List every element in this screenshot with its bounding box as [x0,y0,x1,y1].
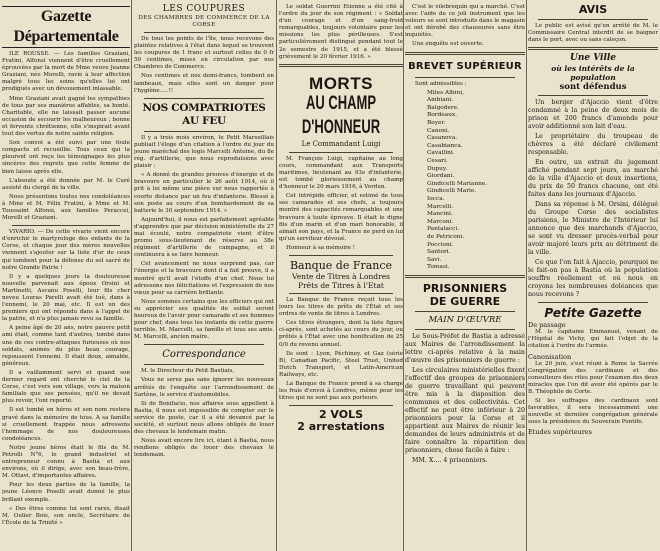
column-coupures [134,0,274,551]
subheadline-chambres-commerce: DES CHAMBRES DE COMMERCE DE LA CORSE [138,15,270,28]
admissible-name: Ambiani. [427,97,454,104]
article-paragraph: Cet intrépide officier, et estimé de tous ses camarades et ses chefs, a toujours montré des capacités remarquables et une bravoure à toute épreuve. Il était le digne fils d'un marin et d'un mari honorable, il aimait son pays, et la France ne perd en lui qu'un serviteur dévoué. [279,193,403,242]
article-paragraph: Un berger d'Ajaccio vient d'être condamné à la peine de deux mois de prison et 200 francs d'amende pour avoir additionné son lait d'eau. [528,99,658,131]
article-paragraph: Mme Graziani avait gagné les sympathies de tous par ses manières affables, sa bonté. Charitable, elle ne laissait passer aucune occasion de secourir les malheureux ; bonne et fervente chrétienne, elle s'inspirait avant tout des vertus de notre sainte religion. [2,95,130,138]
divider [144,131,264,132]
divider [415,311,515,312]
article-paragraph: Aujourd'hui, il nous est parfaitement agréable d'apprendre que par décision ministérielle du 27 mai écoulé, notre compatriote vient d'être promu sous-lieutenant de réserve au 38e régiment d'artillerie de campagne, et il continuera à se faire honneur. [134,216,274,259]
article-salutation: M. le Directeur du Petit Bastiais, [141,368,235,375]
list-intro: Sont admissibles : [415,80,467,87]
article-paragraph: Le soldat Guerrini Etienne a été cité à l'ordre du jour de son régiment : « Soldat d'un courage et d'un sang-froid remarquables, toujours volontaire pour les missions les plus périlleuses. S'est particulièrement distingué pendant tout le 2e semestre de 1915, et a été blessé grièvement le 20 février 1916. » [279,4,403,60]
headline-avis: AVIS [578,3,608,16]
article-paragraph: Honneur à sa mémoire ! [286,244,355,251]
headline-prisonniers: PRISONNIERS [422,281,508,295]
article-paragraph: Nous présentons toutes nos condoléances à Mme et M. Félix Fratini, à Mme et M. Toussaint Alfonsi, aux familles Peraccei, Morelli et Graziani. [2,193,130,222]
article-paragraph: Les circulaires ministérielles fixent l'effectif des groupes de prisonniers de guerre travaillant qui peuvent être mis à la disposition des communes et des collectivités. Cet effectif ne peut être inférieur à 20 prisonniers pour la Corse et il appartient aux Maires de réunir les demandes de leurs administrés et de faire connaître la répartition des prisonniers, chose facile à faire : [405,366,525,454]
headline-brevet-superieur: BREVET SUPÉRIEUR [408,60,522,72]
article-paragraph: Une enquête est ouverte. [412,41,484,48]
article-paragraph: En outre, un extrait du jugement affiché pendant sept jours, au marché de la ville d'Ajaccio et deux insertions, du prix de 50 francs chacune, ont été faites dans les journaux d'Ajaccio. [528,159,658,199]
admissibles-list [405,90,525,272]
subheadline-canonisation: Canonisation [528,352,572,361]
headline-correspondance: Correspondance [162,349,246,361]
article-paragraph: MM. X.... 4 prisonniers. [412,456,488,464]
divider [538,19,648,20]
headline-banque-de-france: Banque de France [289,258,393,272]
admissible-name: Gindicelli Marianne. [427,180,488,187]
admissible-name: Savi. [427,256,442,263]
divider [289,293,393,294]
admissible-name: de Petriconi. [427,233,465,240]
subheadline-vente-titres: Vente de Titres à Londres [292,271,390,281]
section-heading-gazette: Gazette Départementale [2,6,130,48]
article-paragraph: Ils sont : Lyon, Péchiney, et Gaz (série B), Canadian Pacific, Steel Trust, United Dutch Transport, et Latin-American Railways, etc. [279,350,403,378]
headline-une-ville: Une Ville [569,53,617,64]
divider [279,64,403,67]
divider [538,302,648,303]
subheadline-main-d-oeuvre: MAIN D'ŒUVRE [428,314,502,325]
article-paragraph: Notre jeune héros était le fils de M. Petrolli N°6, le grand industriel et entrepreneur connu à Bastia et aux environs, où il dirige, avec son beau-frère, M. Ottavi, d'importantes affaires. [2,444,130,480]
admissible-name: Santori. [427,249,451,256]
article-paragraph: M. François Luigi, capitaine au long cours, commandant aux Transports maritimes, lieutenant au 93e d'infanterie, est tombé glorieusement au champ d'honneur le 20 mars 1916, à Verdun. [279,155,403,191]
admissible-name: Pantalacci. [427,226,460,233]
column-brevet-prisonniers [405,0,525,551]
headline-de-guerre: DE GUERRE [429,294,501,308]
column-morts-champ-honneur [279,0,403,551]
article-paragraph: Nos centimes et nos demi-francs, tombent en lambeaux, mais elles sont un danger pour l'hygiène.....!! [134,73,274,94]
article-paragraph: Le propriétaire du troupeau de chèvres a été déclaré civilement responsable. [528,133,658,157]
article-paragraph: A peine âgé de 20 ans, notre pauvre petit ami était, comme tant d'autres, tombé dans une de ces contre-attaques furieuses où nos soldats, animés du plus beau courage, repoussent l'ennemi. Il était doux, aimable, généreux. [2,325,130,367]
article-paragraph: Nous sommes certains que les officiers qui ont su apprécier ses qualités de soldat seront heureux de l'avoir pour camarade et ses hommes pour chef, dans tous les instants de cette guerre terrible. M. Marcelli, sa famille et tous ses amis. M. Marcelli, ancien maire. [134,298,274,341]
admissible-name: Canoni. [427,127,450,134]
admissible-name: Cavallini. [427,150,455,157]
admissible-name: Cesari. [427,158,448,164]
admissible-name: Marconi. [427,218,454,225]
divider [12,225,120,226]
admissible-name: Giordani. [427,173,455,180]
column-rule [403,0,404,551]
article-paragraph: « A donné de grandes preuves d'énergie et de bravoure en particulier le 26 août 1914, où il prit à lui même une pièce sur nous rapportée à courte distance par un feu d'infanterie. Blessé à son poste au cours d'un bombardement de sa batterie le 30 septembre 1914. » [134,172,274,214]
admissible-name: Bordeaux. [427,112,457,119]
subheadline-de-passage: De passage [528,321,566,330]
admissible-name: Tomasi. [427,264,450,271]
admissible-name: Poccioni. [427,241,454,248]
article-paragraph: Cet avancement ne nous surprend pas, car l'énergie et la bravoure dont il a fait preuve, il a montré qu'il avait l'étoffe d'un chef. Nous lui adressons nos félicitations et l'expression de nos vœux pour sa carrière brillante. [134,261,274,296]
headline-2-vols: 2 VOLS [318,408,364,422]
admissible-name: Dupuy. [427,165,448,172]
headline-les-coupures: LES COUPURES [162,4,246,14]
headline-sont-defendus: sont défendus [559,82,627,93]
headline-au-champ-d-honneur: AU CHAMP D'HONNEUR [301,90,381,138]
article-paragraph: Le Sous-Préfet de Bastia a adressé aux Maires de l'arrondissement la lettre ci-après relative à la main d'œuvre des prisonniers de guerre : [405,332,525,364]
article-paragraph: Ces titres étrangers, dont la liste figure ci-après, sont achetés au cours du jour, ou prêtés à l'État avec une bonification de 25 0/0 du revenu annuel. [279,320,403,348]
article-paragraph: Vous ne serez pas sans ignorer les nouveaux arrêtés de l'enquête sur l'arrondissement de Sartène, le service d'automobiles. [134,377,274,398]
article-paragraph: C'est le vilebrequin qui a marché. C'est avec l'aide de ce joli instrument que les voleurs se sont introduits dans le magasin et ont dérobé des chaussures sans être inquiétés. [405,4,525,39]
article-paragraph: Nous avait encore lire ici, étant à Bastia, nous rendions obligés de louer des chevaux le lendemain. [134,438,274,459]
article-paragraph: Le 20 juin, s'est réuni à Rome la Sacrée Congrégation des cardinaux et des consulteurs des rites pour l'examen des deux miracles que l'on dit avoir été opérés par le B. Théophile de Corte. [528,360,658,395]
article-ile-rousse: ILE ROUSSE. — Les familles Graziani, Fratini, Alfonsi viennent d'être cruellement éprouvées par la mort de Mme veuve Jeanne Graziani, née Morelli, ravie à leur affection malgré tous les soins qu'elles lui ont prodigués avec un dévouement inlassable. [2,51,130,93]
article-paragraph: La Banque de France reçoit tous les jours les titres de prêts de l'État et ses ordres de vente de titres à Londres. [279,296,403,318]
admissible-name: Casanova. [427,135,458,142]
divider [405,275,525,278]
article-paragraph: L'absoute a été donnée par M. le Curé assisté du clergé de la ville. [2,177,130,191]
divider [538,95,648,96]
column-rule [526,0,527,551]
divider [144,32,264,33]
divider [289,152,393,153]
admissible-name: Gindicelli Marie. [427,188,477,195]
column-gazette-departementale [2,0,130,551]
article-paragraph: Il y a trois mois environ, le Petit Marseillais publiait l'éloge d'un citation à l'ordre du jour du jeune maréchal des logis Marcelli Antoine, du 8e rég. d'artillerie, que nous reproduisions avec plaisir : [134,134,274,170]
divider [415,329,515,330]
column-avis-petite-gazette [528,0,658,551]
divider [289,255,393,256]
column-rule [131,0,132,551]
article-paragraph: Dans sa réponse à M. Orsini, délégué du Groupe Corse des socialistes parisiens, le Ministre de l'Intérieur lui annonce que des marchands d'Ajaccio, se sont vu dresser procès-verbal pour avoir majoré leurs prix au détriment de la ville. [528,201,658,257]
article-paragraph: Il est tombé en héros et son nom restera gravé dans la mémoire de tous. A sa famille si cruellement frappée nous adressons l'hommage de nos douloureuses condoléances. [2,407,130,442]
article-vivario: VIVARIO. — De cette vivarie vient encore d'enrichir le martyrologe des enfants de la Corse, et chaque jour des mères nouvelles viennent s'ajouter sur la liste d'or de ceux qui tombent pour la défense du sol sacré de notre Grande Patrie ! [2,229,130,271]
divider [405,52,525,55]
divider [144,364,264,365]
article-paragraph: Ce que l'on fait à Ajaccio, pourquoi ne le fait-on pas à Bastia où la population souffre réellement et où nous en croyons les nombreuses doléances que nous recevons ? [528,259,658,299]
divider [144,344,264,345]
headline-2-arrestations: 2 arrestations [297,420,385,434]
admissible-name: Casabianca. [427,142,463,149]
subheadline-etudes-superieures: Etudes supérieures [528,428,592,437]
divider [144,98,264,99]
article-paragraph: Si de Bonifacio, nos affaires sous appellent à Bastia, il nous est impossible de compter sur le service de poste, car il a été devancé par la société, et surtout nous allons obligés de louer des chevaux le lendemain matin. [134,400,274,436]
article-paragraph: Son convoi a été suivi par une foule compacte et recueillie. Tous ceux qui la pleurent ont reçu les témoignages les plus sincères des regrets que cette femme de bien laisse après elle. [2,140,130,175]
divider [289,405,393,406]
divider [415,77,515,78]
article-paragraph: « Des êtres comme lui sont rares, disait M. Oulier Bois, son oncle, Secrétaire de l'École de la Trinité » [2,505,130,526]
admissible-name: Marcelli. [427,203,454,210]
admissible-name: Mancini. [427,211,453,218]
article-paragraph: Pour les deux parties de la famille, la jeune Léonce Poselli avait donné le plus brillant exemple. [2,482,130,503]
article-paragraph: M. le capitaine Emmanuel, venant de l'Hôpital de Vichy, qui fait l'objet de la citation à l'ordre de l'armée. [528,329,658,350]
headline-petite-gazette: Petite Gazette [544,306,642,321]
headline-compatriotes-au-feu: NOS COMPATRIOTES AU FEU [142,101,266,127]
article-paragraph: Il y a quelques jours la douloureuse nouvelle parvenait aux époux Orsini et Martinetti, Ascanu Poselli, leur fils cher neveu Louras Parelli avait été tué, dans à l'ennemi, le 20 mai, etc. Il est un des premiers qui ont répondu dans à l'appel de la patrie, et n'a plus jamais revu sa famille. [2,273,130,323]
column-rule [276,0,277,551]
article-paragraph: La Banque de France prend à sa charge les frais d'envoi à Londres, même pour les titres qui ne sont pas aux porteurs. [279,381,403,402]
article-paragraph: De tous les points de l'île, nous recevons des plaintes relatives à l'état dans lequel se trouvent les coupures de 1 franc et surtout celles de 0 fr 50 centimes, mises en circulation par nos Chambres de Commerce. [134,36,274,71]
headline-interets-population: où les intérêts de la population [551,64,635,83]
divider [528,47,658,50]
admissible-name: Boyer. [427,120,446,127]
article-paragraph: Le public est avisé qu'un arrêté de M. le Commissaire Central interdit de se baigner dans le port, avec ou sans caleçon. [528,23,658,44]
article-paragraph: Si les suffrages des cardinaux sont favorables, il sera incessamment une nouvelle et dernière congrégation générale sous la présidence du Souverain Pontife. [528,398,658,426]
admissible-name: Iocca. [427,195,445,202]
subheadline-commandant-luigi: Le Commandant Luigi [301,139,381,148]
admissible-name: Balgodere. [427,104,459,111]
headline-morts: MORTS [309,73,373,93]
subheadline-prets-titres: Prêts de Titres à l'Etat [298,280,384,290]
admissible-name: Miles Albini, [427,89,464,96]
article-paragraph: Il a vaillamment servi et quand son dernier regard ont cherché le ciel de la Corse, c'est vers son village, vers la maison familiale que ses pensées, qu'il ne devait plus revoir, l'ont reporté. [2,369,130,405]
